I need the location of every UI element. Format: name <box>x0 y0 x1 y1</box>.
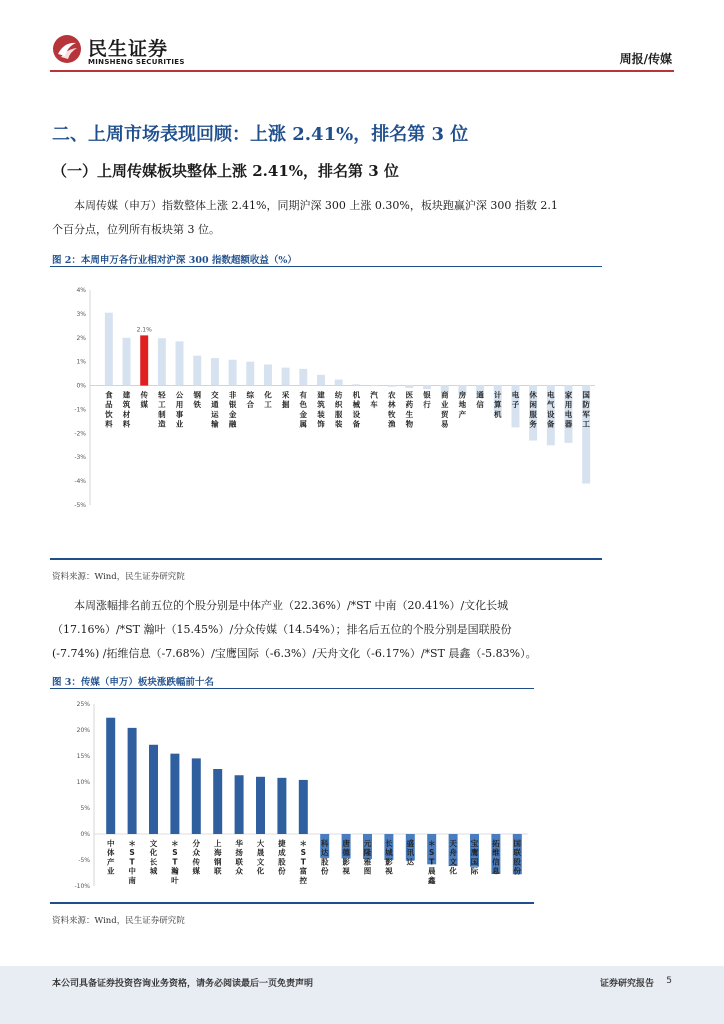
category-label: 传媒 <box>140 390 148 410</box>
y-tick-label: 20% <box>76 727 90 734</box>
category-label: 综合 <box>246 390 255 410</box>
category-label: 钢铁 <box>193 390 201 410</box>
bar <box>123 338 131 386</box>
bar <box>105 313 113 386</box>
page-header <box>0 0 724 72</box>
bar <box>335 380 343 386</box>
bar <box>282 368 290 386</box>
y-tick-label: 4% <box>76 287 86 294</box>
category-label: 公用事业 <box>175 390 184 429</box>
category-label: 上海钢联 <box>213 839 222 876</box>
footer-disclaimer: 本公司具备证券投资咨询业务资格，请务必阅读最后一页免责声明 <box>52 979 314 989</box>
category-label: 纺织服装 <box>334 390 343 429</box>
bar <box>299 369 307 386</box>
section-heading: 二、上周市场表现回顾：上涨 2.41%，排名第 3 位 <box>52 124 469 145</box>
category-label: 房地产 <box>458 390 467 419</box>
y-tick-label: 2% <box>76 334 86 342</box>
subsection-heading: （一）上周传媒板块整体上涨 2.41%，排名第 3 位 <box>52 162 399 180</box>
category-label: 科达股份 <box>320 839 329 876</box>
y-tick-label: -5% <box>78 857 90 864</box>
bar <box>317 375 325 386</box>
y-tick-label: 5% <box>80 805 90 812</box>
paragraph-summary: 本周传媒（申万）指数整体上涨 2.41%，同期沪深 300 上涨 0.30%，板块跑赢沪深 300 指数 2.1 个百分点，位列所有板块第 3 位。 <box>52 199 558 236</box>
bar <box>192 758 201 834</box>
category-label: 农林牧渔 <box>387 390 396 429</box>
bar <box>176 341 184 385</box>
category-label: 大晟文化 <box>256 839 265 876</box>
brand-name-en: MINSHENG SECURITIES <box>88 58 185 66</box>
bar <box>423 386 431 390</box>
bar <box>193 356 201 386</box>
category-label: 医药生物 <box>405 390 414 429</box>
category-label: 化工 <box>264 390 272 410</box>
bar <box>264 365 272 386</box>
bar <box>235 775 244 834</box>
minsheng-logo-icon <box>52 34 82 64</box>
category-label: 国联股份 <box>513 839 522 876</box>
bar <box>128 728 137 834</box>
category-label: 非银金融 <box>228 390 237 429</box>
figure3-source: 资料来源：Wind，民生证券研究院 <box>52 916 185 926</box>
bar <box>140 335 148 385</box>
category-label: 文化长城 <box>149 839 158 876</box>
y-tick-label: -5% <box>74 502 86 509</box>
category-label: 商业贸易 <box>440 390 449 429</box>
y-tick-label: 0% <box>76 382 86 390</box>
category-label: ＊ S T 富控 <box>299 839 308 885</box>
category-label: 宝鹰国际 <box>470 839 479 876</box>
y-tick-label: -10% <box>74 883 90 890</box>
y-tick-label: 15% <box>76 753 90 760</box>
category-label: 建筑材料 <box>122 390 131 429</box>
category-label: 中体产业 <box>106 839 115 876</box>
category-label: 汽车 <box>370 390 378 410</box>
bar <box>370 386 378 387</box>
category-label: 机械设备 <box>352 390 361 429</box>
category-label: 通信 <box>476 390 484 410</box>
bar <box>405 386 413 388</box>
y-tick-label: -2% <box>74 430 86 438</box>
bar <box>352 384 360 385</box>
bar <box>170 754 179 834</box>
category-label: ＊ S T 瀚叶 <box>171 839 179 885</box>
figure3-chart <box>50 692 534 902</box>
bar <box>246 362 254 386</box>
bar <box>158 338 166 385</box>
category-label: 唐德影视 <box>342 839 350 876</box>
y-tick-label: 1% <box>76 358 86 366</box>
bar <box>213 769 222 834</box>
figure3-title: 图 3：传媒（申万）板块涨跌幅前十名 <box>52 677 214 688</box>
figure2-chart <box>50 270 602 560</box>
category-label: ＊ S T 晨鑫 <box>427 839 436 885</box>
category-label: 家用电器 <box>564 390 573 429</box>
category-label: 华扬联众 <box>235 839 243 876</box>
category-label: ＊ S T 中南 <box>128 839 136 885</box>
category-label: 盛讯达 <box>406 839 415 867</box>
category-label: 分众传媒 <box>192 839 201 876</box>
figure2-bottom-rule <box>50 558 602 560</box>
y-tick-label: -3% <box>74 454 86 462</box>
category-label: 采掘 <box>281 390 290 410</box>
category-label: 国防军工 <box>582 390 590 429</box>
category-label: 有色金属 <box>299 390 308 429</box>
bar <box>211 358 219 385</box>
category-label: 捷成股份 <box>278 839 286 876</box>
y-tick-label: 10% <box>76 779 90 786</box>
figure2-source: 资料来源：Wind，民生证券研究院 <box>52 572 185 582</box>
bar <box>299 780 308 834</box>
category-label: 电子 <box>511 390 520 410</box>
figure2-top-rule <box>50 266 602 267</box>
y-tick-label: -4% <box>74 478 86 486</box>
category-label: 食品饮料 <box>105 390 113 429</box>
page-footer <box>0 966 724 1024</box>
category-label: 交通运输 <box>211 390 219 429</box>
page-number: 5 <box>666 976 672 986</box>
bar <box>256 777 265 834</box>
category-label: 休闲服务 <box>529 390 537 429</box>
category-label: 天舟文化 <box>449 839 457 876</box>
category-label: 建筑装饰 <box>317 390 325 429</box>
brand-name-cn: 民生证券 <box>88 38 169 60</box>
y-tick-label: 25% <box>76 701 90 708</box>
category-label: 长城影视 <box>385 839 393 876</box>
bar <box>277 778 286 834</box>
figure3-bottom-rule <box>50 902 534 904</box>
header-divider <box>50 70 674 72</box>
category-label: 银行 <box>423 390 431 410</box>
bar <box>106 718 115 834</box>
category-label: 计算机 <box>494 390 502 419</box>
category-label: 电气设备 <box>547 390 555 429</box>
bar <box>388 386 396 387</box>
bar <box>149 745 158 834</box>
figure3-top-rule <box>50 688 534 689</box>
category-label: 轻工制造 <box>158 390 166 429</box>
footer-label: 证券研究报告 <box>599 979 654 989</box>
paragraph-top-stocks: 本周涨幅排名前五位的个股分别是中体产业（22.36%）/*ST 中南（20.41%）/文化长城（17.16%）/*ST 瀚叶（15.45%）/分众传媒（14.54%）；排名后五位的个股分别是国联股份 (-7.74%) /拓维信息（-7.68%）/宝鹰国际（-6.3%）/天舟文化（-6.17%）/*ST 晨鑫（-5.83%）。 <box>52 599 537 660</box>
bar <box>229 360 237 386</box>
category-label: 元隆雅图 <box>363 839 372 876</box>
y-tick-label: -1% <box>74 406 86 414</box>
y-tick-label: 3% <box>76 310 86 318</box>
figure2-title: 图 2：本周申万各行业相对沪深 300 指数超额收益（%） <box>52 255 297 266</box>
data-label: 2.1% <box>136 326 152 334</box>
y-tick-label: 0% <box>80 831 90 838</box>
report-type: 周报/传媒 <box>619 52 672 66</box>
category-label: 拓维信息 <box>492 839 500 876</box>
